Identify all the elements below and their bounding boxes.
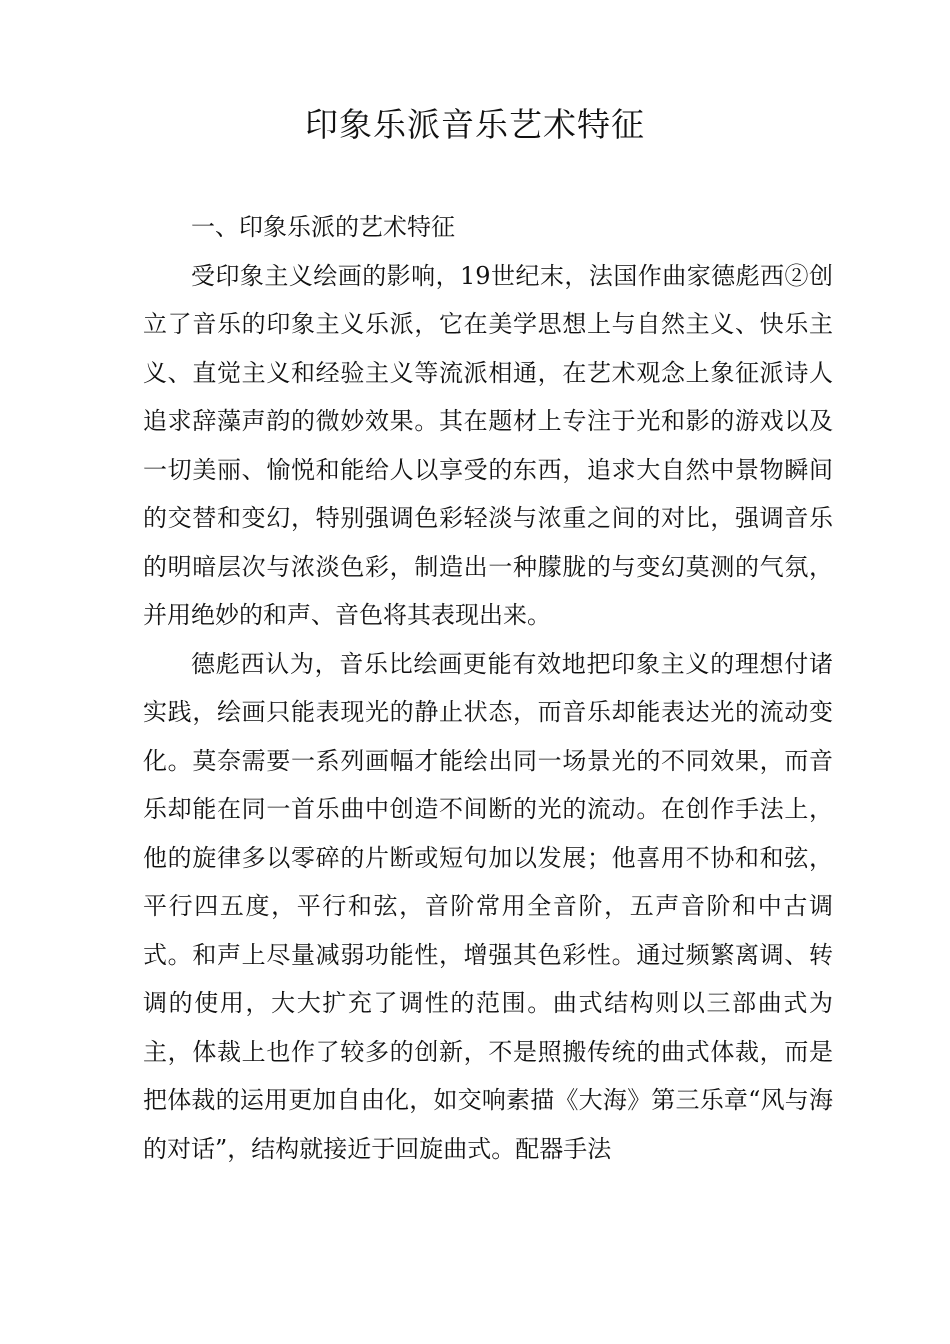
document-title: 印象乐派音乐艺术特征: [305, 105, 645, 144]
document-body: [143, 203, 833, 1173]
section-heading: 一、印象乐派的艺术特征: [191, 213, 455, 241]
paragraph-2: 德彪西认为，音乐比绘画更能有效地把印象主义的理想付诸实践，绘画只能表现光的静止状态，而音乐却能表达光的流动变化。莫奈需要一系列画幅才能绘出同一场景光的不同效果，而音乐却能在同一首乐曲中创造不间断的光的流动。在创作手法上，他的旋律多以零碎的片断或短句加以发展；他喜用不协和和弦，平行四五度，平行和弦，音阶常用全音阶，五声音阶和中古调式。和声上尽量减弱功能性，增强其色彩性。通过频繁离调、转调的使用，大大扩充了调性的范围。曲式结构则以三部曲式为主，体裁上也作了较多的创新，不是照搬传统的曲式体裁，而是把体裁的运用更加自由化，如交响素描《大海》第三乐章“风与海的对话”，结构就接近于回旋曲式。配器手法: [143, 649, 833, 1163]
paragraph-1: 受印象主义绘画的影响，19世纪末，法国作曲家德彪西②创立了音乐的印象主义乐派，它在美学思想上与自然主义、快乐主义、直觉主义和经验主义等流派相通，在艺术观念上象征派诗人追求辞藻声韵的微妙效果。其在题材上专注于光和影的游戏以及一切美丽、愉悦和能给人以享受的东西，追求大自然中景物瞬间的交替和变幻，特别强调色彩轻淡与浓重之间的对比，强调音乐的明暗层次与浓淡色彩，制造出一种朦胧的与变幻莫测的气氛，并用绝妙的和声、音色将其表现出来。: [143, 261, 833, 629]
